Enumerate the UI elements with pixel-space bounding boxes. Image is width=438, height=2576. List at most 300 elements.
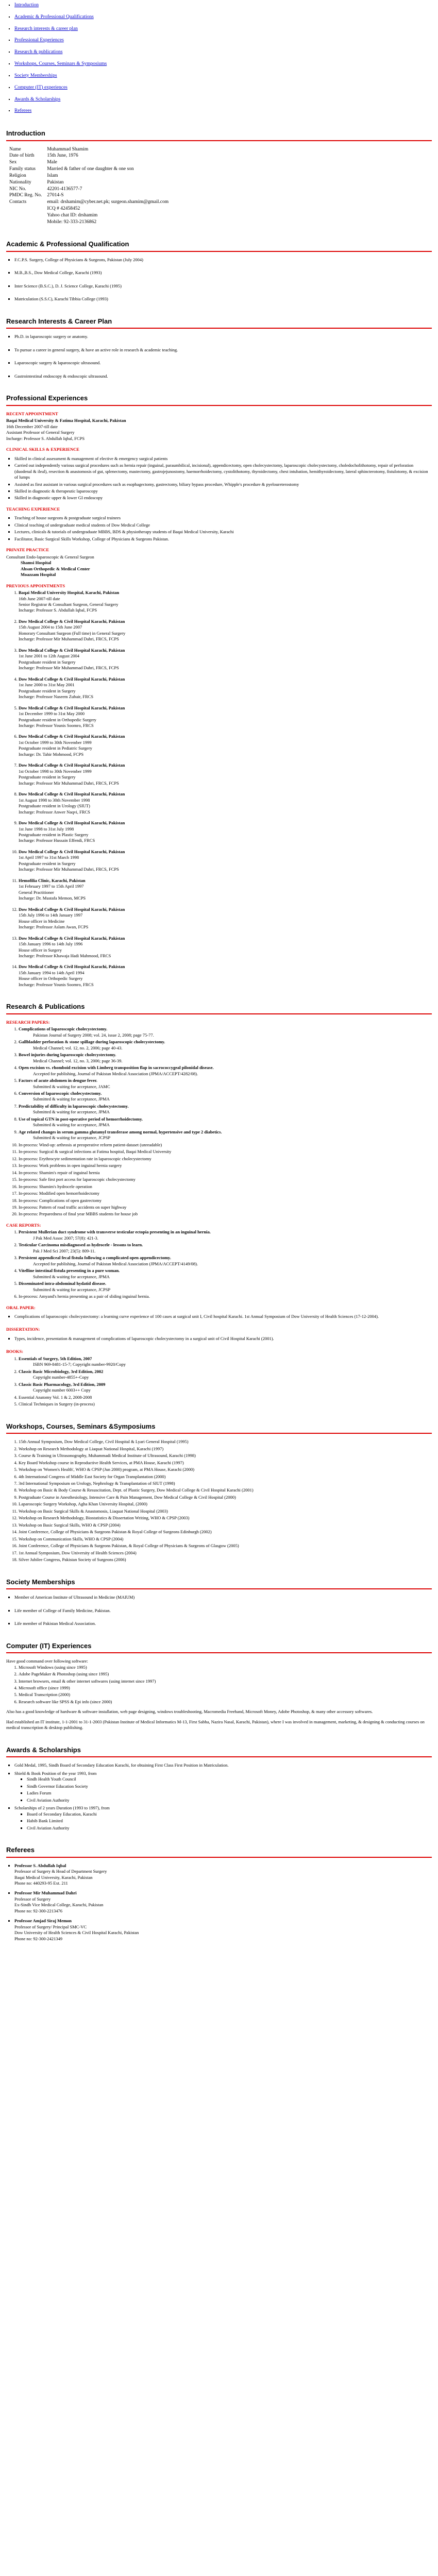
list-item: ▪ Assisted as first assistant in various surgical procedures such as esophagectomy, gastrectomy, biliary bypass procedure, Whipple's procedure & pyeloureterostomy [14, 482, 432, 487]
bullet-list [6, 515, 432, 542]
bullet-list [6, 1595, 432, 1626]
toc-link-7[interactable]: Society Memberships [14, 73, 57, 78]
intro-label [9, 219, 47, 226]
list-item: ▪ Clinical teaching of undergraduate medical students of Dow Medical College [14, 522, 432, 528]
appointment [19, 734, 432, 757]
appointment [19, 619, 432, 642]
list-item: ▪ M.B.,B.S., Dow Medical College, Karachi (1993) [14, 270, 432, 276]
appointment-line: 1st December 1999 to 31st May 2000 [19, 711, 85, 717]
list-item: ▪ Lectures, clinicals & tutorials of undergraduate MBBS, BDS & physiotherapy students of Baqai Medical University, Karachi [14, 529, 432, 535]
award-source: ▪ Board of Secondary Education, Karachi [27, 1811, 432, 1817]
intro-row [9, 152, 174, 159]
publication-title: 8. Use of topical GTN in post-operative period of hemorrhoidectomy. [19, 1116, 143, 1122]
award-sources [14, 1811, 432, 1831]
sub-heading: CLINICAL SKILLS & EXPERIENCE [6, 447, 79, 452]
list-item: ▪ Laparoscopic surgery & laparoscopic ultrasound. [14, 360, 432, 366]
section-heading: Society Memberships [6, 1578, 75, 1586]
computer-skill: 5. Medical Transcription (2000) [19, 1692, 432, 1698]
list-item: ▪ Skilled in diagnostic upper & lower GI endoscopy [14, 495, 432, 501]
appointment-line: 1st August 1998 to 30th November 1998 [19, 797, 90, 803]
award-source: ▪ Civil Aviation Authority [27, 1798, 432, 1803]
publication [19, 1104, 432, 1115]
appointment-line: Postgraduate resident in Pediatric Surgery [19, 745, 92, 751]
publication [19, 1369, 432, 1381]
recent-line: 16th December 2007-till date [6, 423, 58, 429]
intro-row [9, 173, 174, 179]
publication-source: Accepted for publishing, Journal of Pakistan Medical Association (JPMA/ACCEPT/4149/08). [33, 1261, 198, 1266]
award-text: ▪ Shield & Book Position of the year 1993, from [14, 1770, 97, 1776]
publication-source: Submitted & waiting for acceptance, JPMA [33, 1096, 110, 1102]
appointment-line: Postgraduate resident in Orthopedic Surgery [19, 717, 96, 722]
appointment-line: 1st February 1997 to 15th April 1997 [19, 884, 84, 889]
workshop: 15. Workshop on Communication Skills, WHO & CPSP (2004) [19, 1536, 432, 1542]
referee-line: Phone no: 92-300-2421349 [14, 1936, 63, 1941]
publication [19, 1177, 432, 1182]
referee [14, 1918, 432, 1942]
section-heading: Academic & Professional Qualification [6, 240, 129, 248]
publication-title: 12. In-process: Erythrocyte sedimentation rate in laparoscopic cholecystectomy [19, 1156, 151, 1161]
section-rule [6, 1857, 432, 1858]
publication-source: Pak J Med Sci 2007; 23(5): 809-11. [33, 1248, 96, 1253]
section-heading: Referees [6, 1846, 35, 1854]
section-rule [6, 405, 432, 406]
referee-line: Professor of Surgery [14, 1896, 51, 1902]
referee-line: Phone no: 92-300-2213476 [14, 1908, 63, 1913]
award-source: ▪ Sindh Governor Education Society [27, 1784, 432, 1789]
intro-row [9, 206, 174, 212]
publication [19, 1356, 432, 1368]
appointment-line: Incharge: Professor Naseem Zubair, FRCS [19, 694, 94, 700]
publication [19, 1229, 432, 1241]
toc-link-1[interactable]: Introduction [14, 3, 39, 8]
section-heading: Workshops, Courses, Seminars &Symposiums [6, 1422, 156, 1430]
publication-title: 1. Essentials of Surgery, 5th Edition, 2007 [19, 1355, 92, 1361]
appointment-line: 1st June 2001 to 12th August 2004 [19, 653, 80, 659]
sub-heading: RECENT APPOINTMENT [6, 411, 58, 416]
publication [19, 1294, 432, 1299]
referee-line: Dow University of Health Sciences & Civil Hospital Karachi, Pakistan [14, 1930, 139, 1936]
toc-item [14, 49, 432, 56]
awards-list [6, 1762, 432, 1831]
appointment-line: 1st October 1999 to 30th November 1999 [19, 739, 92, 745]
award-sources [14, 1776, 432, 1803]
toc-link-9[interactable]: Awards & Scholarships [14, 96, 61, 102]
section-heading: Professional Experiences [6, 394, 88, 402]
recent-line: Incharge: Professor S. Abdullah Iqbal, FCPS [6, 435, 85, 441]
appointment-line: General Practitioner [19, 889, 54, 895]
toc-item [14, 37, 432, 44]
publication-title: 1. Persistent Mullerian duct syndrome with transverse testicular ectopia presenting in an inguinal hernia. [19, 1229, 211, 1235]
appointment [19, 936, 432, 959]
sub-heading: CASE REPORTS: [6, 1222, 41, 1228]
publication-source: Copyright number 6003++ Copy [33, 1387, 91, 1393]
publication-title: 15. In-process: Safe first port access for laparoscopic cholecystectomy [19, 1177, 136, 1182]
computer-skill: 2. Adobe PageMaker & Photoshop (using since 1995) [19, 1671, 432, 1677]
appointment [19, 762, 432, 786]
publication-title: 2. Classic Basic Microbiology, 3rd Edition, 2002 [19, 1368, 104, 1374]
list-item: ▪ Complications of laparoscopic cholecystectomy: a learning curve experience of 100 cases at surgical unit I, Civil hospital Karachi. 1st Annual Symposium of Dow University of Health Sciences (17-12-2004). [14, 1314, 432, 1319]
computer-list [6, 1665, 432, 1705]
numbered-list [6, 1356, 432, 1408]
publication [19, 1078, 432, 1090]
workshop: 7. 3rd International Symposium on Urology, Nephrology & Transplantation of SIUT (1998) [19, 1481, 432, 1486]
toc-item [14, 108, 432, 114]
list-item: ▪ Facilitator, Basic Surgical Skills Workshop, College of Physicians & Surgeons Pakistan. [14, 536, 432, 542]
appointment-line: Incharge: Professor Aslam Awan, FCPS [19, 924, 89, 930]
toc-link-5[interactable]: Research & publications [14, 49, 63, 55]
publication-source: Medical Channel; vol. 12, no. 3, 2006; page 36-39. [33, 1058, 123, 1063]
sub-heading: PREVIOUS APPOINTMENTS [6, 583, 65, 588]
referee-line: ▪ Professor Mir Muhammad Dahri [14, 1890, 77, 1896]
publication [19, 1026, 432, 1038]
appointment-line: 1st April 1997 to 31st March 1998 [19, 855, 79, 860]
list-item: ▪ Gastrointestinal endoscopy & endoscopic ultrasound. [14, 374, 432, 379]
publication-title: 13. In-process: Work problems in open inguinal hernia surgery [19, 1163, 122, 1168]
recent-line: Assistant Professor of General Surgery [6, 430, 75, 435]
intro-label: Family status [9, 166, 36, 172]
publication-title: 5. Clinical Techniques in Surgery (in-process) [19, 1401, 95, 1407]
sub-heading: ORAL PAPER: [6, 1304, 36, 1310]
publication [19, 1163, 432, 1168]
previous-appointments [6, 590, 432, 988]
appointment-line: House officer in Orthopedic Surgery [19, 976, 83, 981]
list-item: ▪ F.C.P.S. Surgery, College of Physicians & Surgeons, Pakistan (July 2004) [14, 257, 432, 263]
appointment-line: Incharge: Professor S. Abdullah Iqbal, FCPS [19, 607, 97, 613]
intro-value: Islam [47, 173, 58, 178]
private-line: Consultant Endo-laparoscopic & General Surgeon [6, 554, 94, 560]
bullet-list [6, 1336, 432, 1342]
section-heading: Computer (IT) Experiences [6, 1641, 92, 1650]
computer-note: Had established an IT institute, 1-1-2001 to 31-1-2003 (Pakistan Institute of Medical Informatics M-13, First Sabha, Nazira Nasal, Karachi, Pakistan), where I was involved in management, marketing, & designing & conducting courses on medical transcription & desktop publishing. [6, 1719, 425, 1731]
toc-item [14, 96, 432, 103]
section-rule [6, 140, 432, 141]
publication [19, 1255, 432, 1267]
publication [19, 1184, 432, 1190]
section-heading: Introduction [6, 129, 45, 138]
toc-link-2[interactable]: Academic & Professional Qualifications [14, 14, 94, 20]
publication-title: 10. In-process: Wind-up: arthrosis at preoperative reform patient-dataset (unreadable) [19, 1142, 162, 1147]
list-item: ▪ Teaching of house surgeons & postgraduate surgical trainees [14, 515, 432, 521]
workshop: 3. Course & Training in Ultrasonography, Muhammadi Medical Institute of Ultrasound, Karachi (1998) [19, 1453, 432, 1459]
appointment-line: 1st October 1998 to 30th November 1999 [19, 768, 92, 774]
publication [19, 1205, 432, 1210]
intro-row [9, 212, 174, 219]
list-item: ▪ Types, incidence, presentation & management of complications of laparoscopic cholecystectomy in a surgical unit of Civil Hospital Karachi (2001). [14, 1336, 432, 1342]
appointment-line: Senior Registrar & Consultant Surgeon, General Surgery [19, 602, 119, 607]
sub-heading: RESEARCH PAPERS: [6, 1019, 50, 1025]
appointment-line: Incharge: Dr. Tahir Mohmood, FCPS [19, 751, 84, 757]
publication-source: Pakistan Journal of Surgery 2008; vol. 24, issue 2, 2008; page 75-77. [33, 1032, 154, 1038]
publication [19, 1401, 432, 1407]
appointment-line: Incharge: Professor Anwer Naqvi, FRCS [19, 809, 90, 815]
appointment-line: 15th January 1996 to 14th July 1996 [19, 941, 83, 947]
workshop: 13. Workshop on Basic Surgical Skills, WHO & CPSP (2004) [19, 1522, 432, 1528]
toc-item [14, 2, 432, 9]
referee-line: Ex-Sindh Vice Medical College, Karachi, Pakistan [14, 1902, 104, 1908]
toc-link-10[interactable]: Referees [14, 108, 32, 114]
appointment-line: 4. Dow Medical College & Civil Hospital Karachi, Pakistan [19, 676, 125, 682]
referee [14, 1863, 432, 1887]
publication [19, 1211, 432, 1217]
publication-title: 19. In-process: Pattern of road traffic accidents on super highway [19, 1204, 127, 1210]
toc-link-4[interactable]: Professional Experiences [14, 38, 64, 43]
numbered-list [6, 1229, 432, 1299]
award-source: ▪ Ladies Forum [27, 1790, 432, 1796]
intro-value: Married & father of one daughter & one son [47, 166, 134, 172]
workshop: 12. Workshop on Research Methodology, Biostatistics & Dissertation Writing, WHO & CPSP (2003) [19, 1515, 432, 1521]
publication [19, 1129, 432, 1141]
list-item: ▪ Inter Science (B.S.C.), D. J. Science College, Karachi (1995) [14, 283, 432, 289]
bullet-list [6, 1314, 432, 1319]
publication [19, 1395, 432, 1400]
appointment-line: Postgraduate resident in Surgery [19, 860, 76, 866]
appointment-line: 7. Dow Medical College & Civil Hospital Karachi, Pakistan [19, 762, 125, 768]
award [14, 1805, 432, 1831]
intro-row [9, 146, 174, 153]
intro-row [9, 166, 174, 173]
table-of-contents [6, 2, 432, 114]
section-rule [6, 328, 432, 329]
intro-value: Male [47, 160, 57, 165]
sub-heading: TEACHING EXPERIENCE [6, 506, 60, 512]
appointment [19, 907, 432, 930]
appointment-line: 12. Dow Medical College & Civil Hospital Karachi, Pakistan [19, 906, 125, 912]
publication-title: 11. In-process: Surgical & surgical infections at Fatima hospital, Baqai Medical University [19, 1149, 172, 1155]
publication-source: Submitted & waiting for acceptance, JPMA [33, 1122, 110, 1128]
publication-title: 17. In-process: Modified open hemorrhoidectomy [19, 1191, 99, 1196]
numbered-list [6, 1026, 432, 1217]
list-item: ▪ Skilled in clinical assessment & management of elective & emergency surgical patients [14, 456, 432, 462]
referee-list [6, 1863, 432, 1942]
intro-table [9, 146, 174, 226]
cv-page [0, 2, 438, 1942]
appointment-line: House officer in Medicine [19, 918, 65, 924]
intro-value: 42201-4136577-7 [47, 186, 82, 192]
publication [19, 1156, 432, 1162]
referee-line: ▪ Professor Amjad Siraj Memon [14, 1918, 72, 1924]
publication [19, 1281, 432, 1293]
intro-row [9, 179, 174, 186]
publication-title: 6. Conversion of laparoscopic cholecystectomy. [19, 1091, 102, 1096]
publication-title: 5. Disseminated intra-abdominal hydatid disease. [19, 1281, 107, 1286]
recent-line: Baqai Medical University & Fatima Hospital, Karachi, Pakistan [6, 418, 126, 423]
workshop: 9. Postgraduate Course in Anesthesiology, Intensive Care & Pain Management, Dow Medical College & Civil Hospital (2000) [19, 1495, 432, 1500]
appointment-line: 15th January 1994 to 14th April 1994 [19, 970, 85, 975]
list-item: ▪ Life member of Pakistan Medical Association. [14, 1621, 432, 1626]
appointment-line: Incharge: Professor Hussain Effendi, FRCS [19, 838, 95, 843]
publication [19, 1382, 432, 1394]
sub-heading: PRIVATE PRACTICE [6, 547, 49, 553]
publication-title: 3. Classic Basic Pharmacology, 3rd Edition, 2009 [19, 1381, 106, 1387]
list-item: ▪ Ph.D. in laparoscopic surgery or anatomy. [14, 334, 432, 340]
appointment-line: 11. Hemofilia Clinic, Karachi, Pakistan [19, 877, 86, 883]
appointment [19, 791, 432, 815]
computer-note: Also has a good knowledge of hardware & software installation, web page designing, windows troubleshooting, Macromedia Freehand, Microsoft Money, Adobe Photoshop, & many other accessory softwares. [6, 1709, 373, 1715]
referee-line: Phone no: 440293-95 Ext. 211 [14, 1880, 68, 1886]
publication-source: Submitted & waiting for acceptance, JPMA [33, 1274, 110, 1279]
publication-source: Submitted & waiting for acceptance, JCPSP [33, 1135, 111, 1141]
workshop: 5. Workshop on 'Women's Health', WHO & CPSP (Jun 2000) program, at PMA House, Karachi (2000) [19, 1467, 432, 1472]
workshop: 2. Workshop on Research Methodology at Liaquat National Hospital, Karachi (1997) [19, 1446, 432, 1452]
intro-row [9, 186, 174, 193]
workshop: 10. Laparoscopic Surgery Workshop, Agha Khan University Hospital, (2000) [19, 1501, 432, 1507]
publication [19, 1065, 432, 1077]
list-item: ▪ Matriculation (S.S.C), Karachi Tibbia College (1993) [14, 296, 432, 302]
appointment-line: 1. Baqai Medical University Hospital, Karachi, Pakistan [19, 590, 120, 596]
referee-line: Professor of Surgery/ Principal SMC-VC [14, 1924, 87, 1929]
intro-value: Muhammad Shamim [47, 146, 89, 152]
publication-source: J Pak Med Assoc 2007; 57(8): 421-3. [33, 1235, 98, 1241]
workshop: 6. 4th International Congress of Middle East Society for Organ Transplantation (2000) [19, 1474, 432, 1480]
section-heading: Research Interests & Career Plan [6, 317, 112, 325]
award [14, 1762, 432, 1768]
publication [19, 1116, 432, 1128]
referee-line: Baqai Medical University, Karachi, Pakistan [14, 1874, 93, 1880]
toc-link-6[interactable]: Workshops, Courses, Seminars & Symposiums [14, 61, 107, 67]
section-rule [6, 1756, 432, 1757]
publication-source: Submitted & waiting for acceptance, JPMA [33, 1109, 110, 1115]
workshop: 8. Workshop on Basic & Body Course & Resuscitation, Dept. of Plastic Surgery, Dow Medical College & Civil Hospital Karachi (2001) [19, 1487, 432, 1493]
publication [19, 1268, 432, 1280]
intro-value: email: drshamim@cyber.net.pk; surgeon.shamim@gmail.com [47, 199, 169, 205]
publication-title: 5. Factors of acute abdomen in dengue fever. [19, 1078, 97, 1083]
appointment [19, 878, 432, 902]
appointment-line: Incharge: Professor Mir Muhammad Dahri, FRCS, FCPS [19, 867, 119, 872]
appointment-line: Postgraduate resident in Surgery [19, 659, 76, 665]
workshop-list [6, 1439, 432, 1563]
appointment-line: 10. Dow Medical College & Civil Hospital Karachi, Pakistan [19, 849, 125, 854]
appointment-line: Incharge: Professor Khawaja Hadi Mahmood, FRCS [19, 953, 111, 958]
publication-source: ISBN 969-8481-15-7; Copyright number-9920/Copy [33, 1362, 126, 1367]
award-text: ▪ Gold Medal, 1995, Sindh Board of Secondary Education Karachi, for obtaining First Class First Position in Matriculation. [14, 1762, 229, 1768]
appointment-line: Incharge: Professor Younis Soomro, FRCS [19, 722, 94, 728]
list-item: ▪ Carried out independently various surgical procedures such as hernia repair (inguinal, paraumbilical, incisional), appendicectomy, open cholecystectomy, laparoscopic cholecystectomy, choledocholithotomy, repair of perforation (duodenal & ileal), resection & anastomosis of gut, splenectomy, mastectomy, gastrojejunostomy, haemorrhoidectomy, cystolithotomy, thyroidectomy, chest intubation, hemithyroidectomy, lateral sphincterotomy, fistulotomy, & excision of lumps [14, 463, 432, 480]
workshop: 17. 1st Annual Symposium, Dow University of Health Sciences (2004) [19, 1550, 432, 1556]
intro-label [9, 206, 47, 212]
intro-label: Contacts [9, 199, 27, 205]
award-source: ▪ Civil Aviation Authority [27, 1825, 432, 1831]
publication-title: 14. In-process: Shamim's repair of inguinal hernia [19, 1170, 100, 1175]
publication-title: 9. Age related changes in serum gamma glutamyl transferase among normal, hypertensive and type 2 diabetics. [19, 1129, 222, 1134]
appointment-line: 5. Dow Medical College & Civil Hospital Karachi, Pakistan [19, 705, 125, 710]
appointment [19, 849, 432, 873]
publication [19, 1170, 432, 1176]
intro-value: Mobile: 92-333-2136862 [47, 219, 97, 225]
appointment-line: Incharge: Dr. Mustafa Memon, MCPS [19, 895, 86, 901]
publication-source: Copyright number-4855+-Copy [33, 1375, 89, 1380]
publication [19, 1091, 432, 1103]
publication-title: 20. In-process: Preparedness of final year MBBS students for house job [19, 1211, 138, 1217]
toc-item [14, 14, 432, 21]
appointment-line: 16th June 2007-till date [19, 596, 60, 601]
bullet-list [6, 456, 432, 501]
publication-title: 4. Essential Anatomy Vol. 1 & 2, 2008-2008 [19, 1394, 92, 1400]
award [14, 1771, 432, 1803]
publication-source: Submitted & waiting for acceptance, JAMC [33, 1083, 110, 1089]
publication-title: 7. Predictability of difficulty in laparoscopic cholecystectomy. [19, 1103, 129, 1109]
intro-value: 27014-S [47, 193, 64, 198]
appointment-line: 1st June 1998 to 31st July 1998 [19, 826, 74, 832]
publication-title: 6. In-process: Amyand's hernia presenting as a pair of sliding inguinal hernia. [19, 1294, 150, 1299]
computer-skill: 6. Research software like SPSS & Epi info (since 2000) [19, 1699, 432, 1705]
appointment-line: Postgraduate resident in Surgery [19, 688, 76, 693]
computer-skill: 1. Microsoft Windows (using since 1995) [19, 1665, 432, 1670]
publication [19, 1142, 432, 1148]
section-rule [6, 251, 432, 252]
appointment-line: 3. Dow Medical College & Civil Hospital Karachi, Pakistan [19, 647, 125, 653]
list-item: ▪ Life member of College of Family Medicine, Pakistan. [14, 1608, 432, 1614]
sub-heading: BOOKS: [6, 1349, 24, 1354]
publication [19, 1052, 432, 1064]
publication-title: 1. Complications of laparoscopic cholecystectomy. [19, 1026, 108, 1032]
toc-link-3[interactable]: Research interests & career plan [14, 26, 78, 31]
computer-intro: Have good command over following software: [6, 1658, 88, 1664]
intro-label [9, 212, 47, 219]
appointment-line: 15th July 1996 to 14th January 1997 [19, 912, 83, 918]
intro-value: 15th June, 1976 [47, 153, 78, 159]
intro-label: Religion [9, 173, 26, 178]
publication-source: Medical Channel; vol. 12, no. 2, 2006; page 40-43. [33, 1045, 123, 1050]
publication-title: 4. Open excision vs. rhomboid excision with Limberg transposition flap in sacrococcygeal pilonidal disease. [19, 1065, 214, 1071]
appointment-line: 13. Dow Medical College & Civil Hospital Karachi, Pakistan [19, 935, 125, 941]
appointment-line: 8. Dow Medical College & Civil Hospital Karachi, Pakistan [19, 791, 125, 797]
appointment-line: 1st June 2000 to 31st May 2001 [19, 682, 75, 688]
private-line: Ahsan Orthopedic & Medical Center [21, 566, 90, 571]
publication-title: 2. Gallbladder perforation & stone spillage during laparoscopic cholecystectomy. [19, 1039, 165, 1045]
appointment [19, 964, 432, 988]
publication-title: 3. Persistent appendiceal fecal fistula following a complicated open appendicectomy. [19, 1255, 171, 1261]
toc-item [14, 84, 432, 91]
intro-row [9, 192, 174, 199]
appointment-line: 14. Dow Medical College & Civil Hospital Karachi, Pakistan [19, 964, 125, 970]
appointment-line: 2. Dow Medical College & Civil Hospital Karachi, Pakistan [19, 618, 125, 624]
publication-title: 16. In-process: Shamim's hydrocele operation [19, 1183, 92, 1189]
publication [19, 1039, 432, 1051]
sub-heading: DISSERTATION: [6, 1327, 40, 1332]
publication [19, 1242, 432, 1254]
appointment-line: House officer in Surgery [19, 947, 62, 953]
publication-title: 3. Bowel injuries during laparoscopic cholecystectomy. [19, 1052, 116, 1058]
appointment-line: 9. Dow Medical College & Civil Hospital Karachi, Pakistan [19, 820, 125, 826]
intro-label: Date of birth [9, 153, 35, 159]
intro-value: Yahoo chat ID: drshamim [47, 212, 98, 218]
intro-label: NIC No. [9, 186, 26, 192]
workshop: 16. Joint Conference, College of Physicians & Surgeons Pakistan, & Royal College of Physicians & Surgeons of Glasgow (2005) [19, 1543, 432, 1549]
workshop: 1. 15th Annual Symposium, Dow Medical College, Civil Hospital & Lyari General Hospital (1995) [19, 1439, 432, 1445]
toc-link-8[interactable]: Computer (IT) experiences [14, 84, 68, 90]
list-item: ▪ Skilled in diagnostic & therapeutic laparoscopy [14, 488, 432, 494]
appointment-line: Postgraduate resident in Plastic Surgery [19, 832, 89, 837]
workshop: 11. Workshop on Basic Surgical Skills & Anastomosis, Liaquat National Hospital (2003) [19, 1509, 432, 1514]
computer-skill: 3. Internet browsers, email & other internet softwares (using internet since 1997) [19, 1679, 432, 1684]
section-heading: Awards & Scholarships [6, 1745, 81, 1754]
publication [19, 1198, 432, 1204]
list-item: ▪ To pursue a career in general surgery, & have an active role in research & academic teaching. [14, 347, 432, 353]
bullet-list [6, 334, 432, 379]
publication-title: 4. Vitelline intestinal fistula presenting in a pure woman. [19, 1268, 120, 1274]
publication-title: 18. In-process: Complications of open gastrectomy [19, 1197, 102, 1203]
appointment [19, 705, 432, 729]
appointment-line: 6. Dow Medical College & Civil Hospital Karachi, Pakistan [19, 734, 125, 739]
appointment-line: Postgraduate resident in Surgery [19, 774, 76, 780]
section-rule [6, 1652, 432, 1653]
award-source: ▪ Habib Bank Limited [27, 1818, 432, 1824]
intro-row [9, 159, 174, 166]
referee-line: ▪ Professor S. Abdullah Iqbal [14, 1862, 66, 1868]
publication-source: Accepted for publishing, Journal of Pakistan Medical Association (JPMA/ACCEPT/4282/08). [33, 1071, 198, 1076]
referee [14, 1890, 432, 1914]
appointment [19, 820, 432, 844]
